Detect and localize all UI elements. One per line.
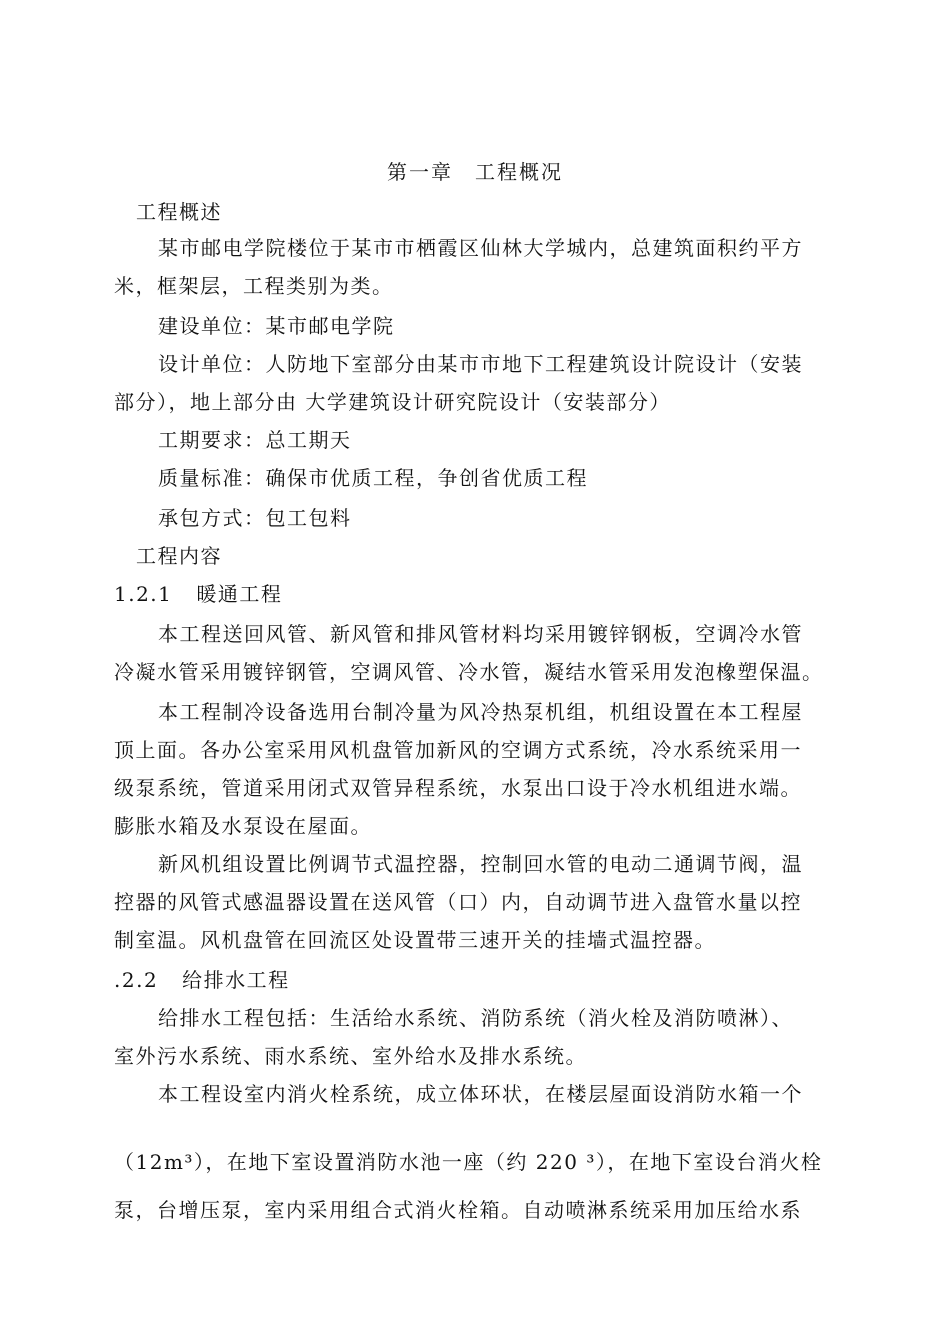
contract-line: 承包方式：包工包料: [158, 506, 352, 530]
hvac-paragraph-line: 本工程制冷设备选用台制冷量为风冷热泵机组，机组设置在本工程屋: [158, 700, 803, 724]
plumbing-paragraph-line: （12m³），在地下室设置消防水池一座（约 220 ³），在地下室设台消火栓: [114, 1150, 823, 1174]
chapter-title: 第一章 工程概况: [387, 160, 563, 184]
hvac-paragraph-line: 膨胀水箱及水泵设在屋面。: [114, 814, 372, 838]
plumbing-paragraph-line: 室外污水系统、雨水系统、室外给水及排水系统。: [114, 1044, 587, 1068]
owner-line: 建设单位：某市邮电学院: [158, 314, 395, 338]
hvac-paragraph-line: 本工程送回风管、新风管和排风管材料均采用镀锌钢板，空调冷水管: [158, 622, 803, 646]
plumbing-heading: [114, 966, 844, 994]
content-heading: 工程内容: [136, 544, 222, 568]
hvac-paragraph-line: 冷凝水管采用镀锌钢管，空调风管、冷水管，凝结水管采用发泡橡塑保温。: [114, 660, 824, 684]
overview-heading: 工程概述: [136, 200, 222, 224]
plumbing-paragraph-line: 给排水工程包括：生活给水系统、消防系统（消火栓及消防喷淋）、: [158, 1006, 793, 1030]
plumbing-paragraph-line: 本工程设室内消火栓系统，成立体环状，在楼层屋面设消防水箱一个: [158, 1082, 803, 1106]
schedule-line: 工期要求：总工期天: [158, 428, 352, 452]
hvac-section-title: 暖通工程: [196, 582, 283, 606]
hvac-heading: [114, 580, 844, 608]
hvac-paragraph-line: 控器的风管式感温器设置在送风管（口）内，自动调节进入盘管水量以控: [114, 890, 802, 914]
hvac-section-number: 1.2.1: [114, 582, 173, 606]
hvac-paragraph-line: 顶上面。各办公室采用风机盘管加新风的空调方式系统，冷水系统采用一: [114, 738, 802, 762]
hvac-paragraph-line: 制室温。风机盘管在回流区处设置带三速开关的挂墙式温控器。: [114, 928, 716, 952]
quality-line: 质量标准：确保市优质工程，争创省优质工程: [158, 466, 588, 490]
plumbing-paragraph-line: 泵，台增压泵，室内采用组合式消火栓箱。自动喷淋系统采用加压给水系: [114, 1198, 802, 1222]
hvac-paragraph-line: 级泵系统，管道采用闭式双管异程系统，水泵出口设于冷水机组进水端。: [114, 776, 802, 800]
overview-paragraph-line: 某市邮电学院楼位于某市市栖霞区仙林大学城内，总建筑面积约平方: [158, 236, 803, 260]
plumbing-section-number: .2.2: [114, 968, 159, 992]
designer-line: 部分），地上部分由 大学建筑设计研究院设计（安装部分）: [114, 390, 671, 414]
overview-paragraph-line: 米，框架层，工程类别为类。: [114, 274, 394, 298]
designer-line: 设计单位：人防地下室部分由某市市地下工程建筑设计院设计（安装: [158, 352, 803, 376]
hvac-paragraph-line: 新风机组设置比例调节式温控器，控制回水管的电动二通调节阀，温: [158, 852, 803, 876]
plumbing-section-title: 给排水工程: [182, 968, 290, 992]
